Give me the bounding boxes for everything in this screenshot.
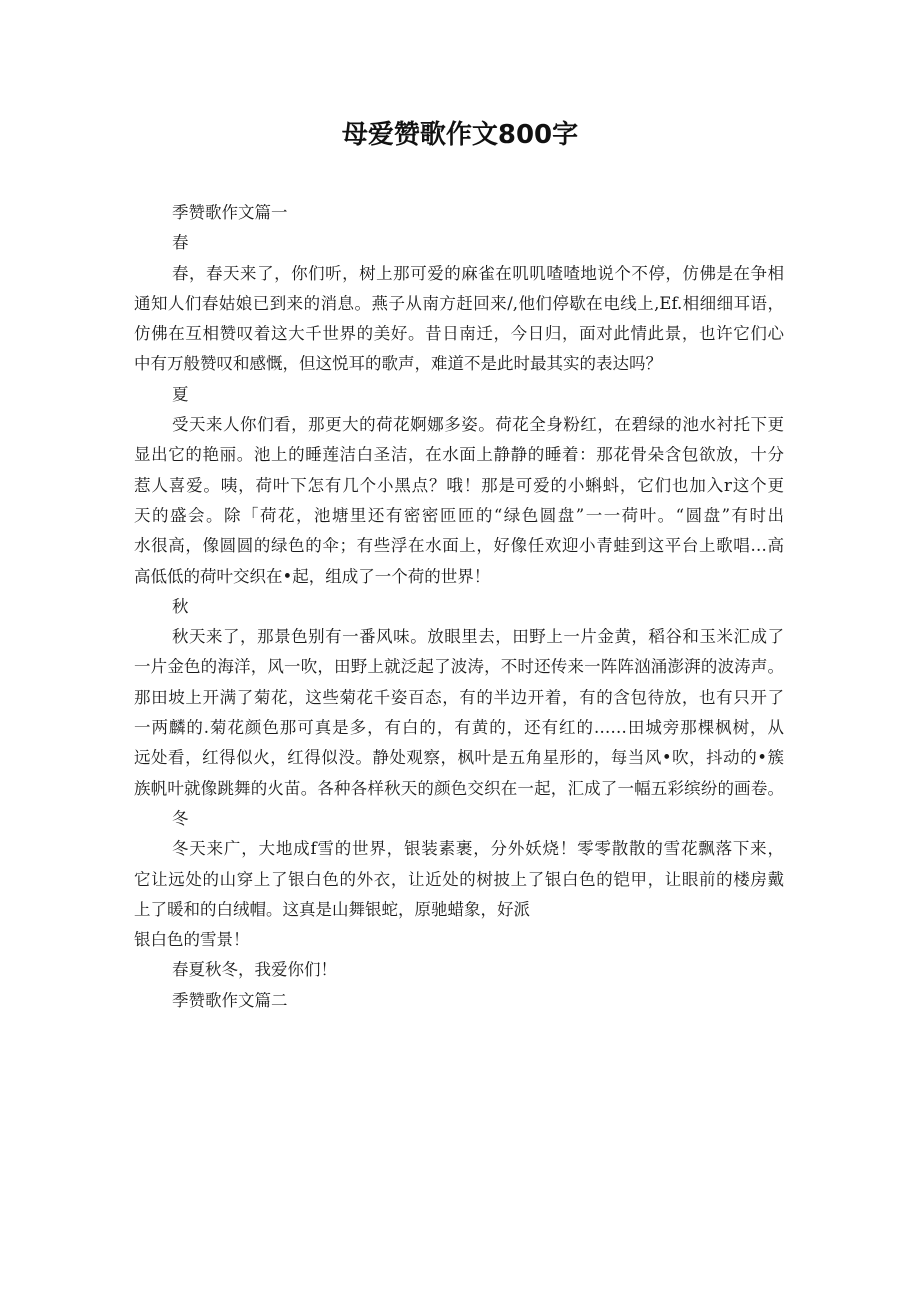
text-line: 冬 bbox=[172, 808, 189, 828]
text-line: 秋天来了，那景色别有一番风味。放眼里去，田野上一片金黄，稻谷和玉米汇成了 bbox=[172, 627, 784, 647]
text-line: 上了暖和的白绒帽。这真是山舞银蛇，原驰蜡象，好派 bbox=[134, 899, 530, 919]
text-line: 受天来人你们看，那更大的荷花婀娜多姿。荷花全身粉红，在碧绿的池水衬托下更 bbox=[172, 415, 784, 435]
text-line: 一两麟的.菊花颜色那可真是多，有白的，有黄的，还有红的……田城旁那棵枫树，从 bbox=[134, 718, 784, 738]
text-line: 春，春天来了，你们听，树上那可爱的麻雀在叽叽喳喳地说个不停，仿佛是在争相 bbox=[172, 263, 784, 283]
text-line: 秋 bbox=[172, 596, 189, 616]
text-line: 季赞歌作文篇一 bbox=[172, 203, 288, 222]
text-line: 春夏秋冬，我爱你们！ bbox=[172, 960, 337, 980]
text-line: 银白色的雪景！ bbox=[134, 930, 250, 950]
text-line: 水很高，像圆圆的绿色的伞；有些浮在水面上，好像任欢迎小青蛙到这平台上歌唱…高 bbox=[134, 536, 784, 556]
text-line: 惹人喜爱。咦，荷叶下怎有几个小黑点？哦！那是可爱的小蝌蚪，它们也加入r这个更 bbox=[134, 475, 784, 495]
document-body bbox=[134, 198, 784, 1016]
text-line: 季赞歌作文篇二 bbox=[172, 990, 288, 1010]
text-line: 那田坡上开满了菊花，这些菊花千姿百态，有的半边开着，有的含包待放，也有只开了 bbox=[134, 687, 784, 707]
document-title: 母爱赞歌作文800字 bbox=[341, 120, 579, 150]
text-line: 天的盛会。除「荷花，池塘里还有密密匝匝的“绿色圆盘”一一荷叶。“圆盘”有时出 bbox=[134, 505, 784, 525]
text-line: 显出它的艳丽。池上的睡莲洁白圣洁，在水面上静静的睡着：那花骨朵含包欲放，十分 bbox=[134, 445, 784, 465]
text-line: 远处看，红得似火，红得似没。静处观察，枫叶是五角星形的，每当风•吹，抖动的•簇 bbox=[134, 748, 784, 768]
text-line: 春 bbox=[172, 233, 189, 253]
text-line: 夏 bbox=[172, 384, 189, 404]
text-line: 族帆叶就像跳舞的火苗。各种各样秋天的颜色交织在一起，汇成了一幅五彩缤纷的画卷。 bbox=[134, 778, 784, 798]
text-line: 通知人们春姑娘已到来的消息。燕子从南方赶回来/,他们停歇在电线上,Ef.相细细耳语， bbox=[134, 293, 784, 313]
text-line: 中有万般赞叹和感慨，但这悦耳的歌声，难道不是此时最其实的表达吗？ bbox=[134, 354, 662, 374]
text-line: 仿佛在互相赞叹着这大千世界的美好。昔日南迁，今日归，面对此情此景，也许它们心 bbox=[134, 324, 784, 344]
text-line: 它让远处的山穿上了银白色的外衣，让近处的树披上了银白色的铠甲，让眼前的楼房戴 bbox=[134, 869, 784, 889]
text-line: 冬天来广，大地成f雪的世界，银装素裹，分外妖烧！零零散散的雪花飘落下来， bbox=[172, 839, 784, 859]
text-line: 高低低的荷叶交织在•起，组成了一个荷的世界！ bbox=[134, 566, 491, 586]
text-line: 一片金色的海洋，风一吹，田野上就泛起了波涛，不时还传来一阵阵汹涌澎湃的波涛声。 bbox=[134, 657, 784, 677]
